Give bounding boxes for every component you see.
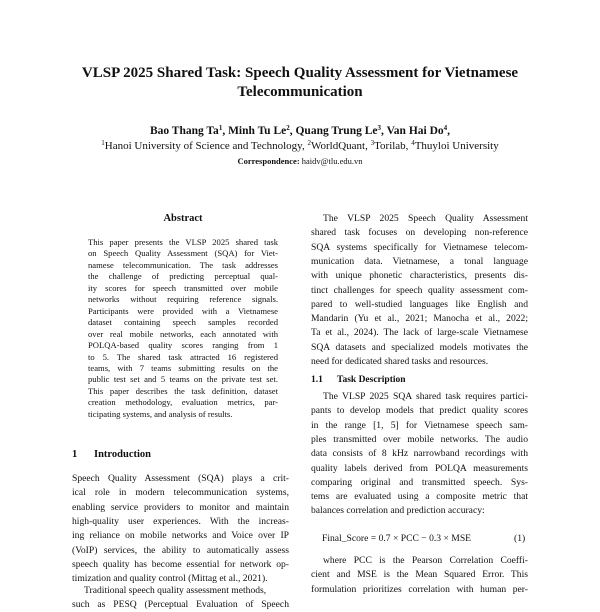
text-line: SQA datasets and specialized models motivates the [311, 341, 528, 353]
title-line-1: VLSP 2025 Shared Task: Speech Quality Assessment for Vietnamese [81, 65, 519, 81]
text-line: public test set and 5 teams on the private test set. [88, 374, 278, 385]
affiliation: $^3$Torilab, [370, 139, 412, 152]
text-line: over real mobile networks, each annotated with [88, 328, 278, 339]
text-line: shared task focuses on developing non-reference [311, 227, 528, 239]
affiliation: $^1$Hanoi University of Science and Technology, [101, 139, 308, 152]
text-line: timization and quality control (Mittag et al., 2021). [72, 573, 268, 585]
text-line: ing reliance on mobile networks and Voice over IP [72, 530, 289, 542]
text-line: ples transmitted over mobile networks. The audio [311, 433, 528, 445]
affiliation: $^4$Thuyloi University [411, 139, 499, 152]
text-line: balances correlation and prediction accuracy: [311, 505, 485, 517]
text-line: Mandarin (Yu et al., 2021; Manocha et al., 2022; [311, 313, 528, 325]
section-title: Introduction [94, 449, 151, 460]
text-line: SQA systems specifically for Vietnamese telecom- [311, 241, 528, 253]
text-line: ical role in modern telecommunication systems, [72, 487, 289, 499]
text-line: such as PESQ (Perceptual Evaluation of Speech [72, 599, 289, 610]
abstract-heading: Abstract [163, 213, 203, 224]
text-line: with unique phonetic characteristics, presents dis- [311, 270, 528, 282]
text-line: pants to develop models that predict quality scores [311, 405, 528, 417]
author: Van Hai Do$^4$, [386, 124, 451, 137]
author: Bao Thang Ta$^1$, [149, 124, 229, 137]
text-line: The VLSP 2025 SQA shared task requires partici- [323, 391, 528, 402]
affiliation: $^2$WorldQuant, [307, 139, 371, 152]
text-line: high-quality user experiences. With the increas- [72, 516, 289, 528]
title-line-2: Telecommunication [237, 84, 363, 100]
text-line: ity scores for speech transmitted over mobile [88, 282, 278, 293]
correspondence-email[interactable]: haidv@tlu.edu.vn [301, 156, 363, 166]
text-line: quality labels derived from POLQA measurements [311, 462, 528, 474]
text-line: pared to well-studied languages like English and [311, 298, 528, 310]
text-line: enabling service providers to monitor and maintain [72, 501, 289, 513]
text-line: the challenge of predicting perceptual qual- [88, 271, 278, 282]
text-line: speech quality has become essential for network op- [72, 559, 289, 571]
text-line: The VLSP 2025 Speech Quality Assessment [323, 213, 528, 224]
text-line: ticipating systems, and analysis of results. [88, 408, 233, 419]
equation-final-score: Final_Score = 0.7 × PCC − 0.3 × MSE [322, 533, 472, 544]
text-line: munication data. Vietnamese, a tonal language [311, 255, 528, 267]
text-line: POLQA-based quality scores ranging from 1 [88, 340, 278, 351]
text-line: comparing original and transmitted speech. Sys- [311, 476, 528, 488]
text-line: namese telecommunication. The task addresses [88, 259, 278, 270]
text-line: formulation prioritizes correlation with human per- [311, 583, 528, 595]
text-line: data consists of 8 kHz narrowband recordings with [311, 448, 528, 460]
text-line: Traditional speech quality assessment methods, [84, 585, 267, 596]
text-line: to 5. The shared task attracted 16 registered [88, 351, 278, 362]
text-line: teams, with 7 teams submitting results on the [88, 362, 278, 373]
text-line: cient and MSE is the Mean Squared Error. This [311, 569, 528, 581]
correspondence [30, 155, 570, 167]
text-line: dataset containing speech samples recorded [88, 317, 278, 328]
text-line: Participants were provided with a Vietnamese [88, 305, 278, 316]
author: Quang Trung Le$^3$, [295, 124, 387, 137]
text-line: on Speech Quality Assessment (SQA) for Viet- [88, 248, 278, 259]
text-line: need for dedicated shared tasks and resources. [311, 356, 489, 367]
author: Minh Tu Le$^2$, [228, 124, 296, 137]
paper-title [40, 64, 560, 102]
subsection-number: 1.1 [311, 375, 323, 385]
affiliation-list [30, 139, 570, 153]
section-number: 1 [72, 449, 78, 460]
text-line: This paper presents the VLSP 2025 shared task [88, 237, 278, 247]
text-line: creation methodology, evaluation metrics, par- [88, 397, 278, 408]
text-line: This paper describes the task definition, dataset [88, 385, 278, 396]
text-line: tinct challenges for speech quality assessment com- [311, 284, 528, 296]
section-heading-introduction [72, 448, 151, 461]
text-line: where PCC is the Pearson Correlation Coeffi- [323, 555, 528, 566]
correspondence-label: Correspondence: [237, 156, 300, 166]
text-line: in the range [1, 5] for Vietnamese speech sam- [311, 419, 528, 431]
text-line: (VoIP) services, the ability to automatically assess [72, 544, 289, 556]
subsection-heading-task-description [311, 374, 406, 386]
author-list [30, 124, 570, 138]
text-line: networks without requiring reference signals. [88, 294, 278, 305]
text-line: Ta et al., 2024). The lack of large-scale Vietnamese [311, 327, 528, 339]
equation-number: (1) [514, 533, 526, 544]
text-line: Speech Quality Assessment (SQA) plays a crit- [72, 473, 289, 484]
text-line: tems are evaluated using a composite metric that [311, 491, 528, 503]
subsection-title: Task Description [337, 375, 406, 385]
